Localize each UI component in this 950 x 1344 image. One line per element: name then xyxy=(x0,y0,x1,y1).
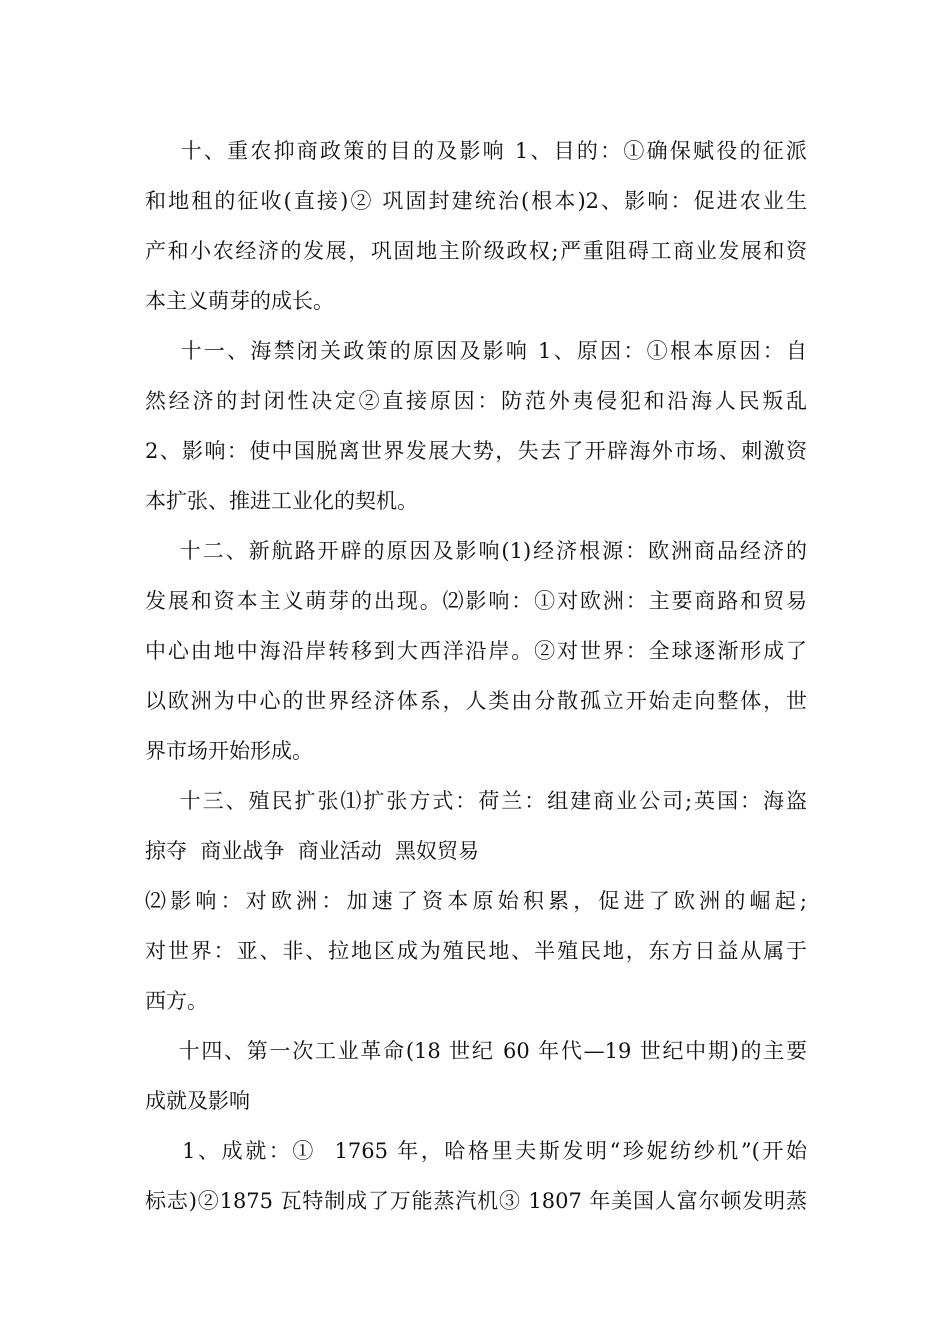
text-line: 标志)②1875 瓦特制成了万能蒸汽机③ 1807 年美国人富尔顿发明蒸 xyxy=(145,1189,807,1213)
text-line: 十四、第一次工业革命(18 世纪 60 年代—19 世纪中期)的主要 xyxy=(145,1039,807,1063)
text-line: 对世界：亚、非、拉地区成为殖民地、半殖民地，东方日益从属于 xyxy=(145,939,807,963)
paragraph-sea-ban-policy xyxy=(145,326,807,526)
text-line: ⑵影响：对欧洲：加速了资本原始积累，促进了欧洲的崛起; xyxy=(145,889,807,913)
text-line: 十二、新航路开辟的原因及影响(1)经济根源：欧洲商品经济的 xyxy=(145,539,807,563)
document-page xyxy=(145,126,807,1226)
text-line: 十三、殖民扩张⑴扩张方式：荷兰：组建商业公司;英国：海盗 xyxy=(145,789,807,813)
text-line: 产和小农经济的发展，巩固地主阶级政权;严重阻碍工商业发展和资 xyxy=(145,239,807,263)
text-line: 2、影响：使中国脱离世界发展大势，失去了开辟海外市场、刺激资 xyxy=(145,439,807,463)
text-line: 然经济的封闭性决定②直接原因：防范外夷侵犯和沿海人民叛乱 xyxy=(145,389,807,413)
text-line: 本主义萌芽的成长。 xyxy=(145,289,334,313)
text-line: 中心由地中海沿岸转移到大西洋沿岸。②对世界：全球逐渐形成了 xyxy=(145,639,807,663)
text-line: 和地租的征收(直接)② 巩固封建统治(根本)2、影响：促进农业生 xyxy=(145,189,807,213)
text-line: 本扩张、推进工业化的契机。 xyxy=(145,489,418,513)
paragraph-agriculture-policy xyxy=(145,126,807,326)
text-line: 十、重农抑商政策的目的及影响 1、目的：①确保赋役的征派 xyxy=(145,139,807,163)
text-line: 以欧洲为中心的世界经济体系，人类由分散孤立开始走向整体，世 xyxy=(145,689,807,713)
text-line: 发展和资本主义萌芽的出现。⑵影响：①对欧洲：主要商路和贸易 xyxy=(145,589,807,613)
text-line: 十一、海禁闭关政策的原因及影响 1、原因：①根本原因：自 xyxy=(145,339,807,363)
paragraph-industrial-revolution-achievements xyxy=(145,1126,807,1226)
paragraph-colonial-expansion xyxy=(145,776,807,876)
paragraph-colonial-impact xyxy=(145,876,807,1026)
text-line: 成就及影响 xyxy=(145,1089,250,1113)
text-line: 西方。 xyxy=(145,989,208,1013)
text-line: 界市场开始形成。 xyxy=(145,739,313,763)
paragraph-new-sea-routes xyxy=(145,526,807,776)
text-line: 1、成就：① 1765 年，哈格里夫斯发明“珍妮纺纱机”(开始 xyxy=(145,1139,807,1163)
text-line: 掠夺 商业战争 商业活动 黑奴贸易 xyxy=(145,839,480,863)
paragraph-industrial-revolution-heading xyxy=(145,1026,807,1126)
